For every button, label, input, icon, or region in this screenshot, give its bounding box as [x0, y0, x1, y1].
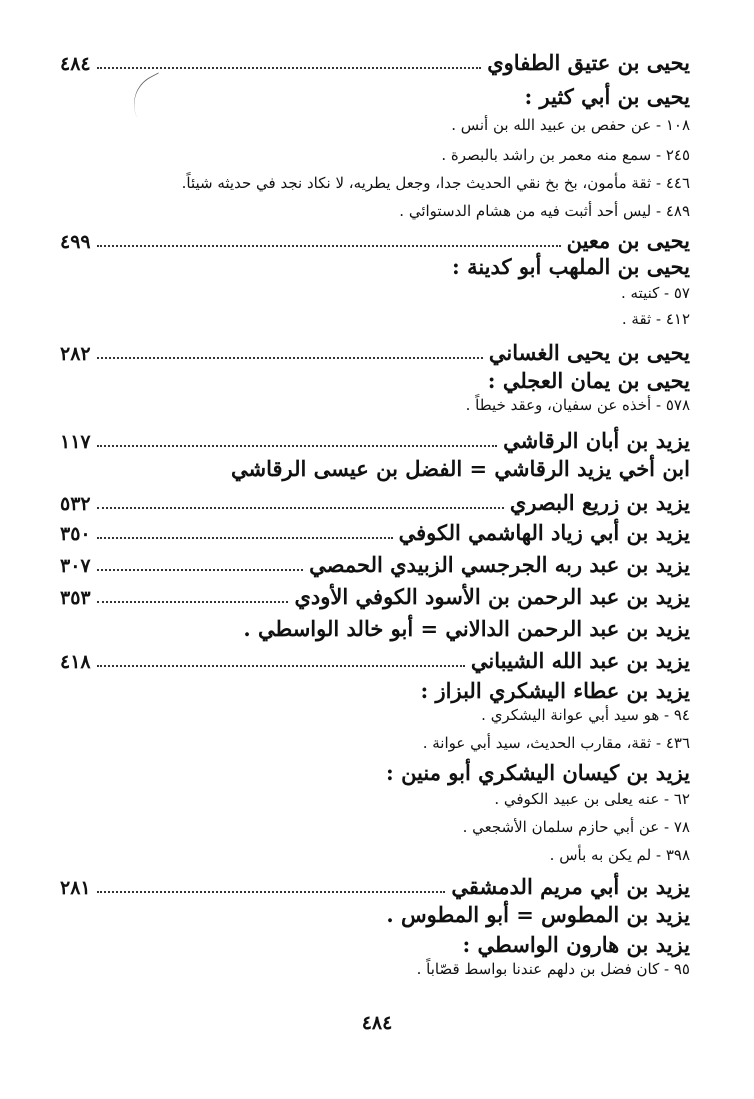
index-heading: يزيد بن كيسان اليشكري أبو منين : [386, 760, 690, 785]
index-subentry: ٤٤٦ - ثقة مأمون، بخ بخ نقي الحديث جدا، وجعل يطريه، لا نكاد نجد في حديثه شيئاً. [181, 174, 690, 192]
entry-page-number: ٣٠٧ [60, 555, 91, 577]
index-subentry: ٩٤ - هو سيد أبي عوانة اليشكري . [481, 706, 690, 724]
index-subentry: ١٠٨ - عن حفص بن عبيد الله بن أنس . [451, 116, 690, 134]
entry-page-number: ٤٩٩ [60, 231, 91, 253]
index-entry [60, 584, 690, 609]
index-entry [60, 520, 690, 545]
index-entry [60, 552, 690, 577]
dot-leader [97, 568, 304, 571]
index-entry [60, 50, 690, 75]
index-heading: يحيى بن أبي كثير : [524, 84, 690, 109]
index-subentry: ٦٢ - عنه يعلى بن عبيد الكوفي . [494, 790, 690, 808]
index-entry [60, 340, 690, 365]
entry-name: يزيد بن عبد ربه الجرجسي الزبيدي الحمصي [309, 552, 690, 577]
dot-leader [97, 66, 482, 69]
index-subentry: ٤١٢ - ثقة . [621, 310, 690, 328]
entry-name: يزيد بن عبد الله الشيباني [470, 648, 690, 673]
entry-page-number: ٣٥٣ [60, 587, 91, 609]
dot-leader [97, 244, 561, 247]
entry-page-number: ٥٣٢ [60, 493, 91, 515]
index-entry [60, 874, 690, 899]
entry-name: يزيد بن زريع البصري [509, 490, 690, 515]
index-heading: يحيى بن الملهب أبو كدينة : [452, 254, 690, 279]
index-subentry: ٧٨ - عن أبي حازم سلمان الأشجعي . [462, 818, 690, 836]
index-subentry: ٥٧٨ - أخذه عن سفيان، وعقد خيطاً . [465, 396, 690, 414]
entry-name: يحيى بن عتيق الطفاوي [487, 50, 690, 75]
index-subentry: ٤٨٩ - ليس أحد أثبت فيه من هشام الدستوائي . [399, 202, 690, 220]
index-subentry: ٢٤٥ - سمع منه معمر بن راشد بالبصرة . [441, 146, 690, 164]
dot-leader [97, 444, 497, 447]
index-subentry: ٩٥ - كان فضل بن دلهم عندنا بواسط قصّاباً . [416, 960, 690, 978]
entry-name: يحيى بن يحيى الغساني [488, 340, 690, 365]
dot-leader [97, 664, 465, 667]
index-heading: يزيد بن عطاء اليشكري البزاز : [420, 678, 690, 703]
index-entry [60, 490, 690, 515]
index-heading: ابن أخي يزيد الرقاشي = الفضل بن عيسى الرقاشي [231, 456, 690, 481]
entry-name: يزيد بن أبان الرقاشي [503, 428, 690, 453]
index-entry [60, 228, 690, 253]
dot-leader [97, 356, 483, 359]
index-subentry: ٤٣٦ - ثقة، مقارب الحديث، سيد أبي عوانة . [422, 734, 690, 752]
entry-page-number: ١١٧ [60, 431, 91, 453]
index-entry [60, 648, 690, 673]
entry-page-number: ٢٨٢ [60, 343, 91, 365]
entry-name: يزيد بن أبي زياد الهاشمي الكوفي [398, 520, 690, 545]
entry-page-number: ٤٨٤ [60, 53, 91, 75]
index-heading: يزيد بن عبد الرحمن الدالاني = أبو خالد الواسطي . [243, 616, 690, 641]
dot-leader [97, 506, 504, 509]
index-subentry: ٣٩٨ - لم يكن به بأس . [549, 846, 690, 864]
entry-page-number: ٣٥٠ [60, 523, 91, 545]
entry-name: يحيى بن معين [566, 228, 690, 253]
page-number: ٤٨٤ [361, 1012, 393, 1034]
entry-name: يزيد بن أبي مريم الدمشقي [451, 874, 690, 899]
index-heading: يزيد بن المطوس = أبو المطوس . [386, 902, 690, 927]
entry-page-number: ٤١٨ [60, 651, 91, 673]
dot-leader [97, 600, 289, 603]
index-heading: يزيد بن هارون الواسطي : [462, 932, 690, 957]
dot-leader [97, 890, 446, 893]
index-heading: يحيى بن يمان العجلي : [487, 368, 690, 393]
index-entry [60, 428, 690, 453]
entry-name: يزيد بن عبد الرحمن بن الأسود الكوفي الأودي [294, 584, 690, 609]
dot-leader [97, 536, 393, 539]
entry-page-number: ٢٨١ [60, 877, 91, 899]
index-subentry: ٥٧ - كنيته . [620, 284, 690, 302]
